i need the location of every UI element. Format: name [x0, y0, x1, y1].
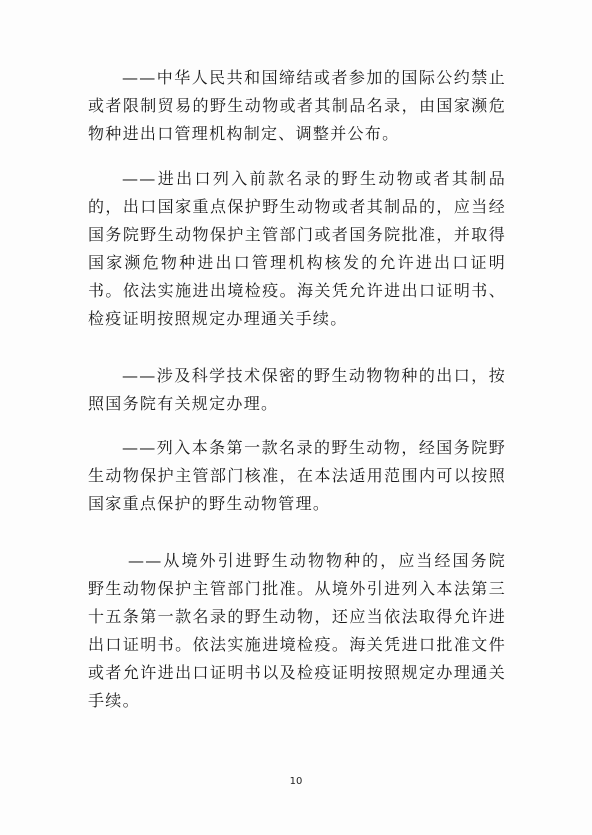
paragraph-foreign-species-introduction: ——从境外引进野生动物物种的，应当经国务院野生动物保护主管部门批准。从境外引进列入本法第三十五条第一款名录的野生动物，还应当依法取得允许进出口证明书。依法实施进境检疫。海关凭进口批准文件或者允许进出口证明书以及检疫证明按照规定办理通关手续。 [88, 551, 506, 710]
paragraph-scientific-secrecy-export: ——涉及科学技术保密的野生动物物种的出口，按照国务院有关规定办理。 [88, 366, 506, 413]
paragraph-national-key-protection-management: ——列入本条第一款名录的野生动物，经国务院野生动物保护主管部门核准，在本法适用范围内可以按照国家重点保护的野生动物管理。 [88, 438, 506, 513]
paragraph-international-convention-list: ——中华人民共和国缔结或者参加的国际公约禁止或者限制贸易的野生动物或者其制品名录，由国家濒危物种进出口管理机构制定、调整并公布。 [88, 68, 506, 143]
paragraph-import-export-approval: ——进出口列入前款名录的野生动物或者其制品的，出口国家重点保护野生动物或者其制品的，应当经国务院野生动物保护主管部门或者国务院批准，并取得国家濒危物种进出口管理机构核发的允许进出口证明书。依法实施进出境检疫。海关凭允许进出口证明书、检疫证明按照规定办理通关手续。 [88, 169, 506, 328]
page-number: 10 [289, 776, 303, 787]
